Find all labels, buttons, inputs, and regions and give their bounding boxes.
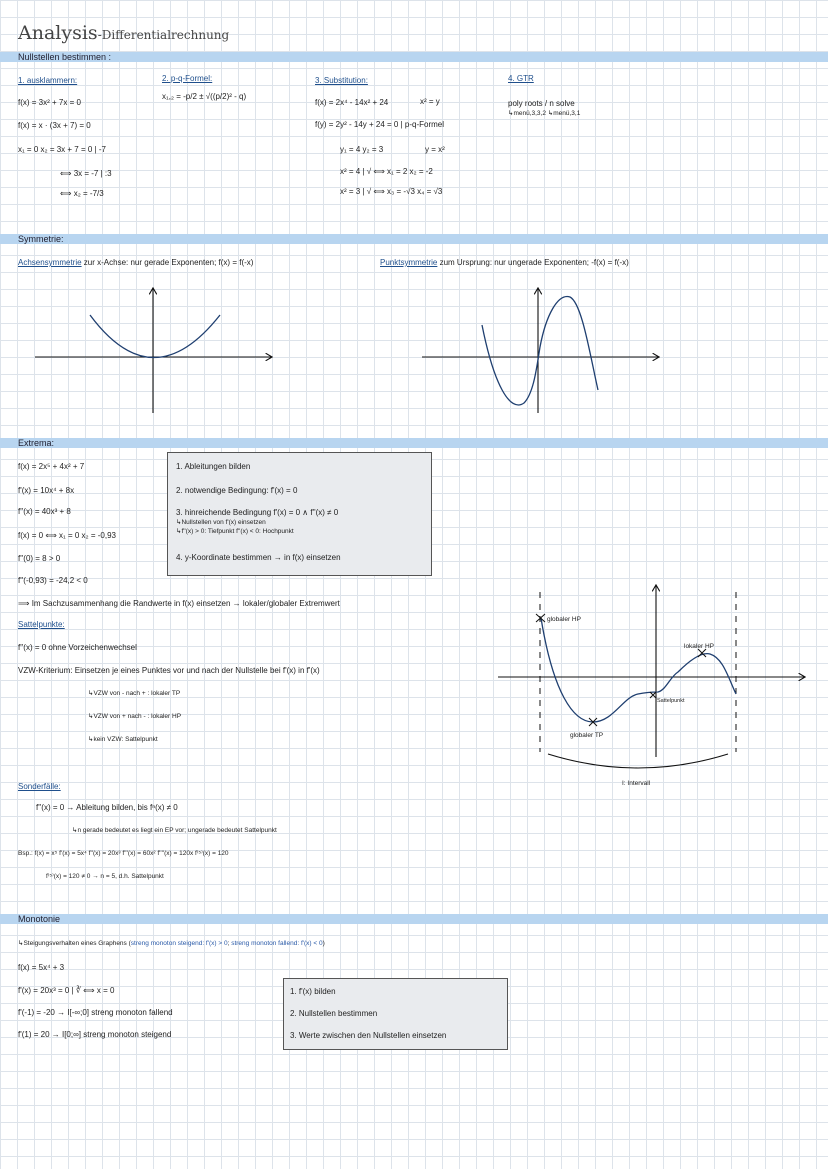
extrema-graph [498,582,808,782]
monotonie-line-4: f'(1) = 20 → I[0;∞] streng monoton steigend [18,1030,172,1039]
sattel-line-2: VZW-Kriterium: Einsetzen je eines Punktes vor und nach der Nullstelle bei f'(x) in f'(x) [18,666,320,675]
achsensymmetrie-term: Achsensymmetrie [18,258,82,267]
sattel-line-4: ↳VZW von + nach - : lokaler HP [88,713,182,720]
extrema-step-3a: ↳Nullstellen von f'(x) einsetzen [176,519,266,526]
monotonie-header: Monotonie [18,914,61,924]
extrema-step-2: 2. notwendige Bedingung: f'(x) = 0 [176,486,298,495]
parabola-curve [90,315,220,358]
monotonie-step-2: 2. Nullstellen bestimmen [290,1009,378,1018]
sonderfaelle-line-3: Bsp.: f(x) = x⁵ f'(x) = 5x⁴ f''(x) = 20x³ f'''(x) = 60x² f''''(x) = 120x f⁽⁵⁾(x) = 120 [18,850,229,857]
monotonie-line-3: f'(-1) = -20 → I[-∞;0] streng monoton fallend [18,1008,173,1017]
sonderfaelle-line-2: ↳n gerade bedeutet es liegt ein EP vor; ungerade bedeutet Sattelpunkt [72,827,277,834]
extrema-step-3: 3. hinreichende Bedingung f'(x) = 0 ∧ f''(x) ≠ 0 [176,508,339,517]
monotonie-sep: ; [227,940,232,947]
graph-label-globaler-hp: globaler HP [547,616,581,623]
achsensymmetrie-rule: zur x-Achse: nur gerade Exponenten; f(x) = f(-x) [81,258,254,267]
substitution-line-7: x² = 3 | √ ⟺ x₃ = -√3 x₄ = √3 [340,187,443,196]
monotonie-line-1: f(x) = 5x⁴ + 3 [18,963,65,972]
title-main: Analysis [18,22,98,44]
nullstellen-header: Nullstellen bestimmen : [18,52,112,62]
sattel-line-3: ↳VZW von - nach + : lokaler TP [88,690,181,697]
parabola-graph [35,285,275,415]
sattelpunkt-mark [650,692,656,698]
ausklammern-line-4: ⟺ 3x = -7 | :3 [60,169,112,178]
interval-brace [548,754,728,768]
sonderfaelle-line-4: f⁽⁵⁾(x) = 120 ≠ 0 → n = 5, d.h. Sattelpunkt [46,873,164,880]
monotonie-step-1: 1. f'(x) bilden [290,987,336,996]
extrema-curve [541,618,736,722]
extrema-step-4: 4. y-Koordinate bestimmen → in f(x) einsetzen [176,553,341,562]
monotonie-intro [18,940,325,948]
gtr-heading: 4. GTR [508,74,534,83]
monotonie-rising: streng monoton steigend: f'(x) > 0 [130,940,228,947]
graph-label-globaler-tp: globaler TP [570,732,604,739]
sachzusammenhang-note: ⟹ Im Sachzusammenhang die Randwerte in f(x) einsetzen → lokaler/globaler Extremwert [18,599,340,608]
extrema-steps-box [167,452,432,576]
monotonie-line-2: f'(x) = 20x³ = 0 | ∛ ⟺ x = 0 [18,986,115,995]
pq-heading: 2. p-q-Formel: [162,74,213,83]
gtr-line-1: poly roots / n solve [508,99,575,108]
extrema-header: Extrema: [18,438,55,448]
cubic-curve [482,297,598,405]
section-band-monotonie [0,914,828,924]
title-sub: -Differentialrechnung [97,28,230,42]
sattel-line-1: f''(x) = 0 ohne Vorzeichenwechsel [18,643,137,652]
punktsymmetrie-rule: zum Ursprung: nur ungerade Exponenten; -f(x) = f(-x) [437,258,629,267]
substitution-line-3: f(y) = 2y² - 14y + 24 = 0 | p-q-Formel [315,120,445,129]
substitution-line-1: f(x) = 2x⁴ - 14x² + 24 [315,98,389,107]
substitution-line-2: x² = y [420,97,440,106]
monotonie-falling: streng monoton fallend: f'(x) < 0 [231,940,323,947]
extrema-line-3: f''(x) = 40x³ + 8 [18,507,71,516]
gtr-line-2: ↳menü,3,3,2 ↳menü,3,1 [508,110,581,117]
extrema-step-3b: ↳f''(x) > 0: Tiefpunkt f''(x) < 0: Hochpunkt [176,528,294,535]
substitution-line-5: y = x² [425,145,445,154]
extrema-line-5: f''(0) = 8 > 0 [18,554,61,563]
page-title [18,22,229,44]
achsensymmetrie-text [18,258,253,268]
section-band-symmetrie [0,234,828,244]
monotonie-step-3: 3. Werte zwischen den Nullstellen einsetzen [290,1031,447,1040]
ausklammern-line-1: f(x) = 3x² + 7x = 0 [18,98,81,107]
punktsymmetrie-text [380,258,629,268]
extrema-line-1: f(x) = 2x⁵ + 4x² + 7 [18,462,85,471]
section-band-extrema [0,438,828,448]
sattel-line-5: ↳kein VZW: Sattelpunkt [88,736,158,743]
punktsymmetrie-term: Punktsymmetrie [380,258,438,267]
monotonie-steps-box [283,978,508,1050]
monotonie-close: ) [322,940,325,947]
substitution-line-6: x² = 4 | √ ⟺ x₁ = 2 x₂ = -2 [340,167,433,176]
ausklammern-heading: 1. ausklammern: [18,76,78,85]
ausklammern-line-5: ⟺ x₂ = -7/3 [60,189,104,198]
graph-label-sattelpunkt: Sattelpunkt [657,698,685,704]
extrema-step-1: 1. Ableitungen bilden [176,462,251,471]
extrema-line-2: f'(x) = 10x⁴ + 8x [18,486,75,495]
symmetrie-header: Symmetrie: [18,234,64,244]
substitution-heading: 3. Substitution: [315,76,368,85]
pq-formula: x₁,₂ = -p/2 ± √((p/2)² - q) [162,92,247,101]
sattelpunkte-heading: Sattelpunkte: [18,620,65,629]
graph-label-lokaler-hp: lokaler HP [684,643,714,650]
cubic-graph [422,285,662,415]
monotonie-intro-text: ↳Steigungsverhalten eines Graphens ( [18,940,131,947]
graph-label-intervall: I: Intervall [622,780,651,787]
section-band-nullstellen [0,52,828,62]
substitution-line-4: y₁ = 4 y₂ = 3 [340,145,384,154]
extrema-line-4: f(x) = 0 ⟺ x₁ = 0 x₂ = -0,93 [18,531,116,540]
ausklammern-line-3: x₁ = 0 x₂ = 3x + 7 = 0 | -7 [18,145,106,154]
sonderfaelle-line-1: f''(x) = 0 → Ableitung bilden, bis fⁿ(x) ≠ 0 [36,803,178,812]
extrema-line-6: f''(-0,93) = -24,2 < 0 [18,576,88,585]
ausklammern-line-2: f(x) = x · (3x + 7) = 0 [18,121,91,130]
sonderfaelle-heading: Sonderfälle: [18,782,61,791]
